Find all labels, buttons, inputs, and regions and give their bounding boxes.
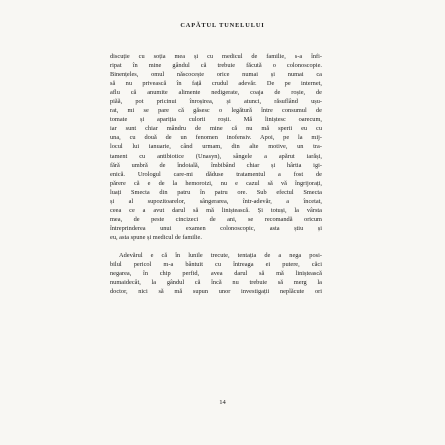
body-text <box>110 52 322 296</box>
text-line: eu, asta spune și medicul de familie. <box>110 233 202 241</box>
text-line: ceea ce a avut darul să mă liniștească. Și totuși, la vârsta <box>110 206 322 214</box>
text-line: să nu privească în față crudul adevăr. De pe internet, <box>110 80 322 88</box>
text-line: rat, mi se pare că găsesc o legătură între consumul de <box>110 107 322 115</box>
page-number: 14 <box>219 399 226 406</box>
paragraph-2 <box>110 251 322 296</box>
text-line: părere că e de la hemoroizi, nu e cazul să vă îngrijorați, <box>110 179 322 187</box>
paragraph-1 <box>110 52 322 242</box>
text-line: tament cu antibiotice (Unasyn), sângele a apărut iarăși, <box>110 152 322 160</box>
running-head: CAPĂTUL TUNELULUI <box>180 22 265 29</box>
text-line: și al supozitoarelor, sângerarea, într-adevăr, a încetat, <box>110 197 322 205</box>
text-line: mea, de peste cincizeci de ani, se recomandă oricum <box>110 215 322 223</box>
text-line: discuție cu soția mea și cu medicul de familie, s-a înfi- <box>110 53 322 60</box>
text-line: numaidecât, la gândul că încă nu trebuie să merg la <box>110 279 322 287</box>
text-line: doctor, nici să mă supun unor investigații neplăcute ori <box>110 288 322 296</box>
text-line: enică. Urologul care-mi dăduse tratamentul a fost de <box>110 170 322 178</box>
text-line: una, cu două de un fenomen inofensiv. Apoi, pe la mij- <box>110 134 322 142</box>
text-line: ripat în mine gândul că trebuie făcută o colonoscopie. <box>110 62 322 70</box>
text-line: luați Smecta din patru în patru ore. Sub efectul Smecta <box>110 188 322 196</box>
text-line: locul lui ianuarie, când urmam, din alte motive, un tra- <box>110 143 322 151</box>
text-line: negarea, în chip perfid, avea darul să mă liniștească <box>110 270 322 278</box>
text-line: tomate și apariția culorii roșii. Mă liniștesc oarecum, <box>110 116 322 124</box>
text-line: fără umbră de îndoială, îmbibând chiar și hârtia igi- <box>110 161 322 169</box>
text-line: aflu că anumite alimente nedigerate, coaja de roșie, de <box>110 89 322 97</box>
text-line: iar sunt chiar mândru de mine că nu mă sperii eu cu <box>110 125 322 133</box>
text-line: bilul pericol m-a bântuit cu întreaga ei putere, căci <box>110 261 322 269</box>
text-line: Adevărul e că în lunile trecute, tentația de a nega posi- <box>119 251 322 259</box>
paragraph-spacer <box>110 242 322 251</box>
text-line: întreprinderea unui examen colonoscopic, asta știu și <box>110 224 322 232</box>
text-line: Binențeles, omul născocește orice numai și numai ca <box>110 71 322 79</box>
text-line: piăă, pot pricinui înroșirea, și atunci, răsuflând ușu- <box>110 98 322 106</box>
